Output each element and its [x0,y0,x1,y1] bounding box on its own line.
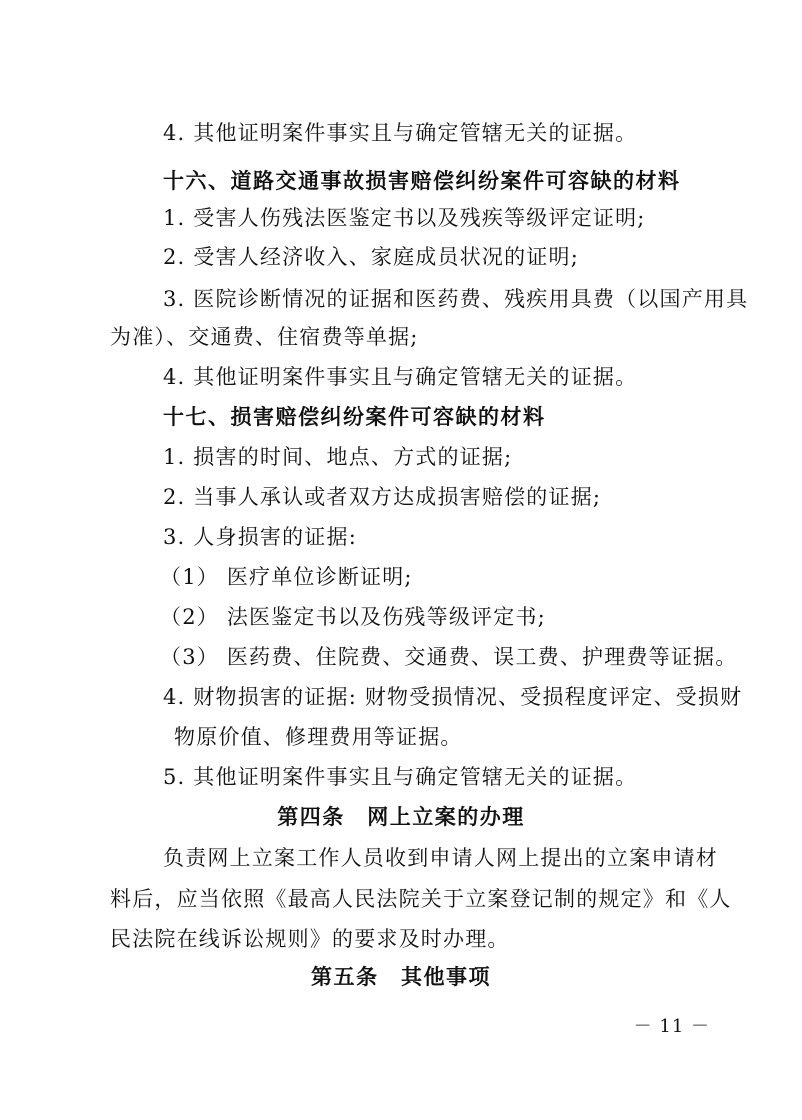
paragraph-line: 民法院在线诉讼规则》的要求及时办理。 [110,927,510,951]
list-item: 4. 其他证明案件事实且与确定管辖无关的证据。 [163,365,638,389]
list-item: 4. 财物损害的证据: 财物受损情况、受损程度评定、受损财 [163,685,743,709]
list-item: 3. 医院诊断情况的证据和医药费、残疾用具费（以国产用具 [163,287,749,311]
paragraph-line: 负责网上立案工作人员收到申请人网上提出的立案申请材 [163,846,718,870]
list-item: 1. 损害的时间、地点、方式的证据; [163,445,513,469]
paragraph-line: 料后，应当依照《最高人民法院关于立案登记制的规定》和《人 [110,887,732,911]
sub-list-item: （2） 法医鉴定书以及伤残等级评定书; [160,605,546,629]
list-item-continuation: 物原价值、修理费用等证据。 [174,725,463,749]
sub-list-item: （3） 医药费、住院费、交通费、误工费、护理费等证据。 [160,645,738,669]
list-item: 2. 受害人经济收入、家庭成员状况的证明; [163,245,579,269]
section-heading-16: 十六、道路交通事故损害赔偿纠纷案件可容缺的材料 [163,169,681,193]
list-item: 2. 当事人承认或者双方达成损害赔偿的证据; [163,485,602,509]
section-heading-17: 十七、损害赔偿纠纷案件可容缺的材料 [163,405,546,429]
article-5-title: 第五条 其他事项 [311,965,491,989]
list-item: 5. 其他证明案件事实且与确定管辖无关的证据。 [163,765,638,789]
article-4-title: 第四条 网上立案的办理 [277,805,525,829]
sub-list-item: （1） 医疗单位诊断证明; [160,565,413,589]
list-item: 3. 人身损害的证据: [163,525,357,549]
page-number: － 11 － [633,1016,710,1037]
list-item-continuation: 为准）、交通费、住宿费等单据; [110,325,419,349]
list-item: 1. 受害人伤残法医鉴定书以及残疾等级评定证明; [163,206,646,230]
paragraph-line: 4. 其他证明案件事实且与确定管辖无关的证据。 [163,121,638,145]
